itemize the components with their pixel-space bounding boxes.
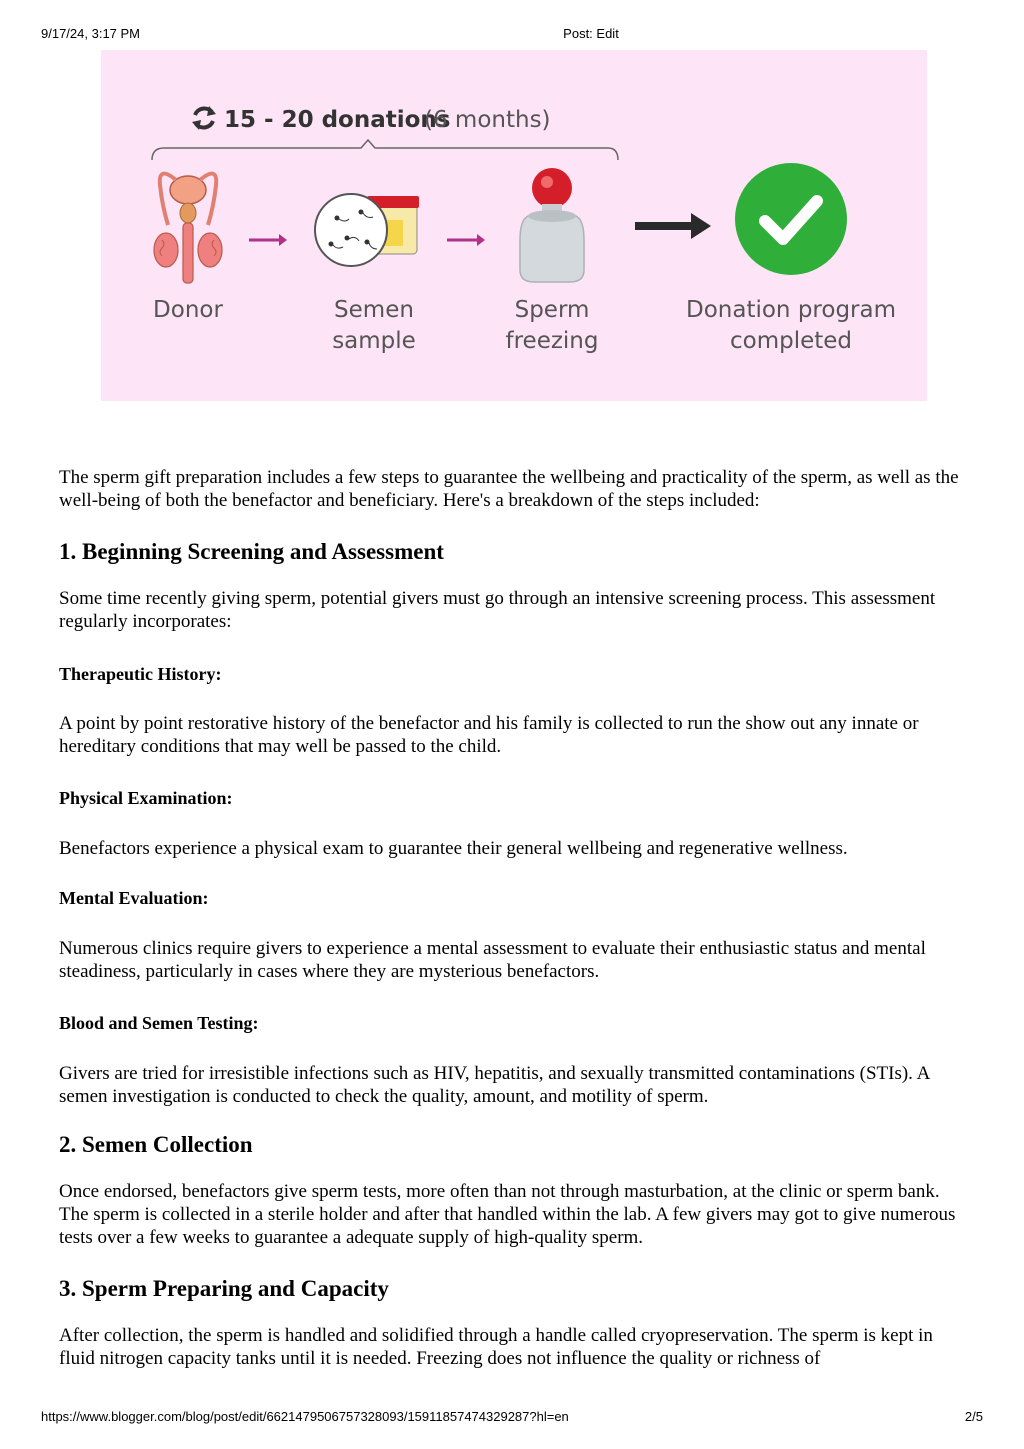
cycle-label-bold: 15 - 20 donations <box>224 107 451 133</box>
step-label-semen-line1: Semen <box>334 297 414 323</box>
reproductive-organ-icon <box>154 174 222 283</box>
step-label-completed-line2: completed <box>729 328 853 354</box>
page-number: 2/5 <box>964 1409 983 1424</box>
section-heading-sperm-preparing: 3. Sperm Preparing and Capacity <box>59 1276 389 1301</box>
checkmark-circle-icon <box>735 163 847 275</box>
paragraph-blood-semen-testing: Givers are tried for irresistible infections such as HIV, hepatitis, and sexually transmitted contaminations (STIs). A semen investigation is conducted to check the quality, amount, and motility of sperm. <box>59 1063 930 1107</box>
donation-process-figure <box>101 50 927 401</box>
microscope-sample-icon <box>315 194 419 266</box>
article-body <box>59 466 971 1370</box>
refresh-icon <box>192 106 216 130</box>
page-url: https://www.blogger.com/blog/post/edit/6621479506757328093/1591185747432928​7?hl=en <box>41 1409 569 1424</box>
paragraph-physical-examination: Benefactors experience a physical exam to guarantee their general wellbeing and regenerative wellness. <box>59 838 848 859</box>
section-paragraph-screening: Some time recently giving sperm, potential givers must go through an intensive screening process. This assessment regularly incorporates: <box>59 588 936 632</box>
print-footer <box>0 1409 1024 1425</box>
subheading-mental-evaluation: Mental Evaluation: <box>59 888 209 908</box>
intro-paragraph: The sperm gift preparation includes a few steps to guarantee the wellbeing and practicality of the sperm, as well as the well-being of both the benefactor and beneficiary. Here's a breakdown of the steps included: <box>59 467 959 511</box>
arrow-small-icon <box>447 234 485 246</box>
print-datetime: 9/17/24, 3:17 PM <box>41 26 141 41</box>
step-label-donor: Donor <box>153 297 223 323</box>
subheading-blood-semen-testing: Blood and Semen Testing: <box>59 1013 259 1033</box>
section-heading-semen-collection: 2. Semen Collection <box>59 1132 253 1157</box>
arrow-small-icon <box>249 234 287 246</box>
brace-bracket <box>152 140 618 160</box>
section-paragraph-sperm-preparing: After collection, the sperm is handled and solidified through a handle called cryopreservation. The sperm is kept in fluid nitrogen capacity tanks until it is needed. Freezing does not influence the quality or richness of <box>59 1325 933 1369</box>
cryo-tank-icon <box>520 168 584 282</box>
paragraph-therapeutic-history: A point by point restorative history of the benefactor and his family is collected to run the show out any innate or hereditary conditions that may well be passed to the child. <box>59 713 919 757</box>
subheading-physical-examination: Physical Examination: <box>59 788 233 808</box>
step-label-semen-line2: sample <box>332 328 416 354</box>
arrow-big-icon <box>635 213 711 239</box>
cycle-label-rest: (6 months) <box>424 107 551 133</box>
subheading-therapeutic-history: Therapeutic History: <box>59 664 222 684</box>
paragraph-mental-evaluation: Numerous clinics require givers to experience a mental assessment to evaluate their enthusiastic status and mental steadiness, particularly in cases where they are mysterious benefactors. <box>59 938 926 982</box>
step-label-sperm-line1: Sperm <box>514 297 590 323</box>
step-label-completed-line1: Donation program <box>686 297 896 323</box>
print-title: Post: Edit <box>563 26 619 41</box>
section-heading-screening: 1. Beginning Screening and Assessment <box>59 539 444 564</box>
section-paragraph-semen-collection: Once endorsed, benefactors give sperm tests, more often than not through masturbation, at the clinic or sperm bank. The sperm is collected in a sterile holder and after that handled within the lab. A few givers may got to give numerous tests over a few weeks to guarantee a adequate supply of high-quality sperm. <box>59 1181 956 1248</box>
print-header <box>0 26 1024 42</box>
step-label-sperm-line2: freezing <box>505 328 599 354</box>
